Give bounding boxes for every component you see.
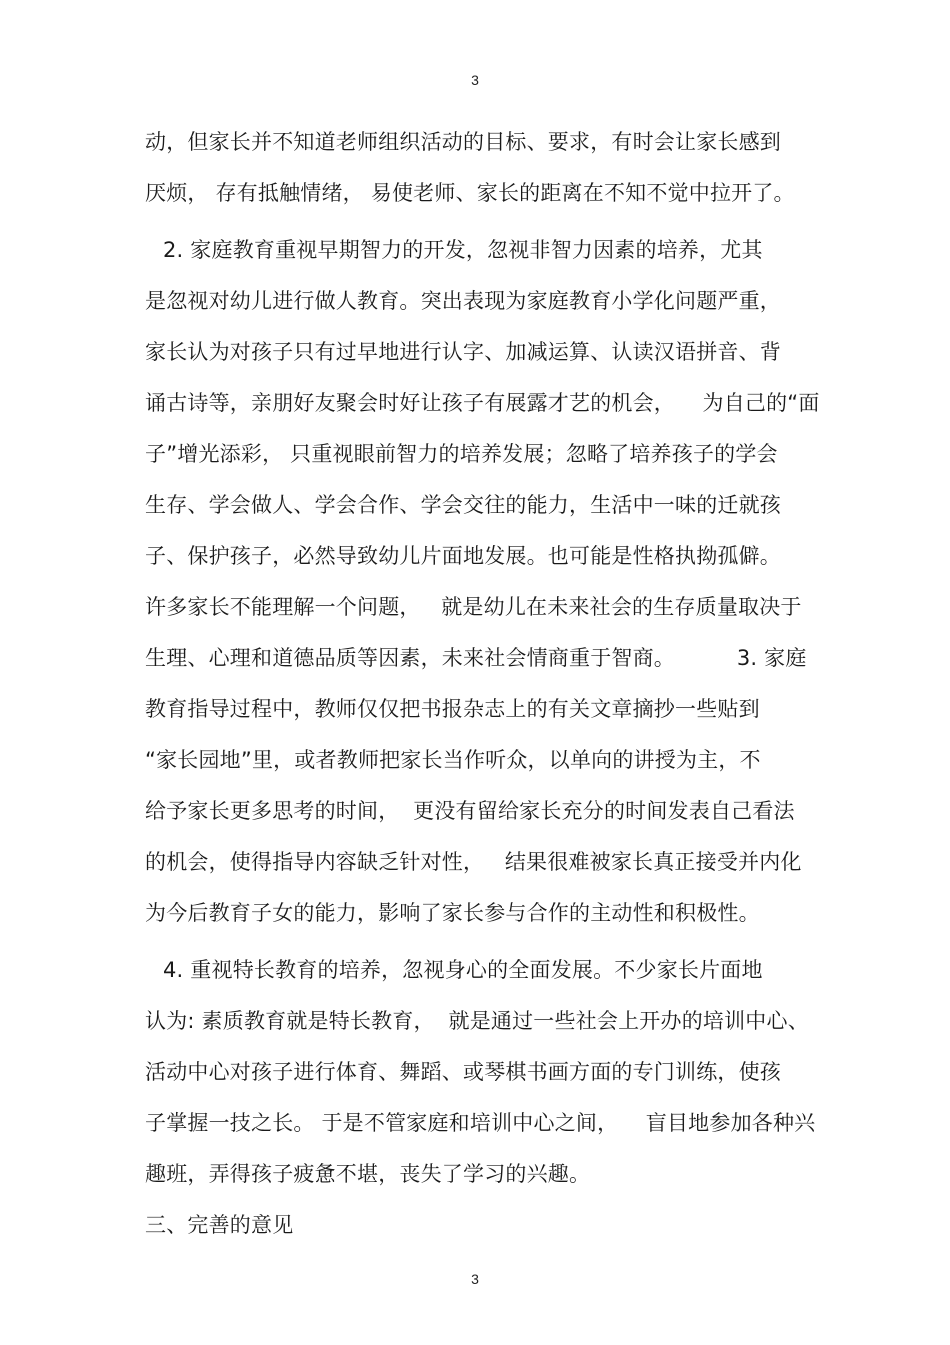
text-line: 子掌握一技之长。 于是不管家庭和培训中心之间， 盲目地参加各种兴 xyxy=(145,1111,816,1135)
text-line: 许多家长不能理解一个问题， 就是幼儿在未来社会的生存质量取决于 xyxy=(145,595,802,619)
text-line: 厌烦， 存有抵触情绪， 易使老师、家长的距离在不知不觉中拉开了。 xyxy=(145,181,795,205)
text-line: 家长认为对孩子只有过早地进行认字、加减运算、认读汉语拼音、背 xyxy=(145,340,781,364)
text-line: 活动中心对孩子进行体育、舞蹈、或琴棋书画方面的专门训练，使孩 xyxy=(145,1060,781,1084)
page-number-bottom: 3 xyxy=(471,1271,479,1287)
paragraph-2-start: 2. 家庭教育重视早期智力的开发，忽视非智力因素的培养，尤其 xyxy=(163,238,763,262)
text-line: 生理、心理和道德品质等因素，未来社会情商重于智商。 3. 家庭 xyxy=(145,646,807,670)
text-line: 动，但家长并不知道老师组织活动的目标、要求，有时会让家长感到 xyxy=(145,130,781,154)
text-line: 教育指导过程中，教师仅仅把书报杂志上的有关文章摘抄一些贴到 xyxy=(145,697,760,721)
text-line: 的机会，使得指导内容缺乏针对性， 结果很难被家长真正接受并内化 xyxy=(145,850,802,874)
text-line: 子”增光添彩， 只重视眼前智力的培养发展；忽略了培养孩子的学会 xyxy=(145,442,778,466)
text-line: 子、保护孩子，必然导致幼儿片面地发展。也可能是性格执拗孤僻。 xyxy=(145,544,781,568)
text-line: 是忽视对幼儿进行做人教育。突出表现为家庭教育小学化问题严重， xyxy=(145,289,781,313)
document-body xyxy=(145,122,825,1256)
text-line: 给予家长更多思考的时间， 更没有留给家长充分的时间发表自己看法 xyxy=(145,799,795,823)
text-line: 生存、学会做人、学会合作、学会交往的能力，生活中一味的迁就孩 xyxy=(145,493,781,517)
page-number-top: 3 xyxy=(471,72,479,88)
text-line: 趣班，弄得孩子疲惫不堪，丧失了学习的兴趣。 xyxy=(145,1162,591,1186)
text-line: 认为: 素质教育就是特长教育， 就是通过一些社会上开办的培训中心、 xyxy=(145,1009,809,1033)
text-line: 为今后教育子女的能力，影响了家长参与合作的主动性和积极性。 xyxy=(145,901,760,925)
paragraph-4-start: 4. 重视特长教育的培养，忽视身心的全面发展。不少家长片面地 xyxy=(163,958,763,982)
section-heading: 三、完善的意见 xyxy=(145,1213,294,1237)
text-line: “家长园地”里，或者教师把家长当作听众，以单向的讲授为主，不 xyxy=(145,748,761,772)
text-line: 诵古诗等，亲朋好友聚会时好让孩子有展露才艺的机会， 为自己的“面 xyxy=(145,391,820,415)
